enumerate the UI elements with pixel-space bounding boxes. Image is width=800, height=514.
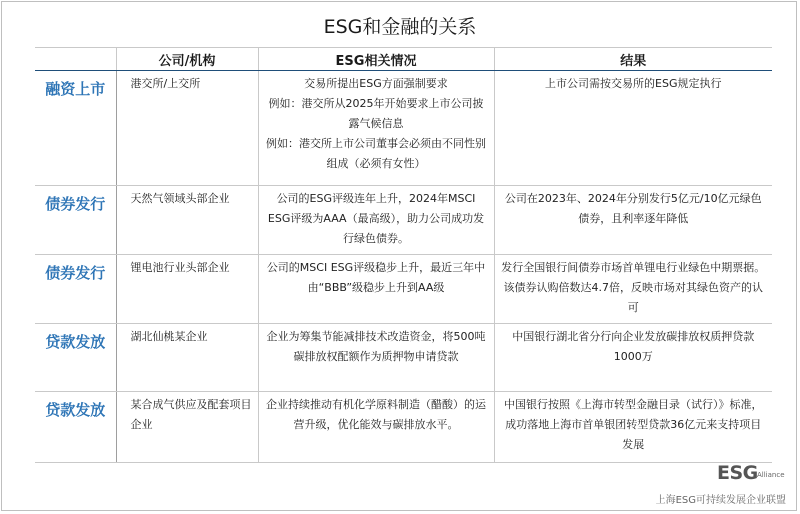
- table-row: [35, 255, 772, 324]
- header-result: 结果: [494, 48, 772, 71]
- header-row: [35, 48, 772, 71]
- row-company: 港交所/上交所: [116, 71, 258, 186]
- esg-line: 交易所提出ESG方面强制要求: [304, 77, 448, 90]
- row-result: 发行全国银行间债券市场首单锂电行业绿色中期票据。该债券认购倍数达4.7倍，反映市场对其绿色资产的认可: [494, 255, 772, 324]
- row-esg: [258, 71, 494, 186]
- esg-line: 例如：港交所上市公司董事会必须由不同性别组成（必须有女性）: [266, 137, 486, 170]
- logo-subtext: Alliance: [757, 471, 785, 479]
- row-result: 公司在2023年、2024年分别发行5亿元/10亿元绿色债券，且利率逐年降低: [494, 186, 772, 255]
- row-company: 湖北仙桃某企业: [116, 324, 258, 392]
- row-result: 中国银行湖北省分行向企业发放碳排放权质押贷款1000万: [494, 324, 772, 392]
- row-company: 天然气领域头部企业: [116, 186, 258, 255]
- esg-line: 例如：港交所从2025年开始要求上市公司披露气候信息: [268, 97, 484, 130]
- table-row: [35, 324, 772, 392]
- row-category: 贷款发放: [35, 392, 116, 463]
- esg-alliance-logo: [717, 462, 787, 488]
- row-esg: 公司的ESG评级连年上升，2024年MSCI ESG评级为AAA（最高级），助力公司成功发行绿色债券。: [258, 186, 494, 255]
- header-category: [35, 48, 116, 71]
- row-result: 上市公司需按交易所的ESG规定执行: [494, 71, 772, 186]
- footer-organization: 上海ESG可持续发展企业联盟: [655, 495, 786, 506]
- table-row: [35, 71, 772, 186]
- row-esg: 企业为筹集节能减排技术改造资金，将500吨碳排放权配额作为质押物申请贷款: [258, 324, 494, 392]
- row-result: 中国银行按照《上海市转型金融目录（试行）》标准，成功落地上海市首单银团转型贷款36亿元来支持项目发展: [494, 392, 772, 463]
- row-company: 锂电池行业头部企业: [116, 255, 258, 324]
- row-category: 债券发行: [35, 186, 116, 255]
- page-title: ESG和金融的关系: [323, 16, 477, 38]
- row-category: 债券发行: [35, 255, 116, 324]
- table-row: [35, 186, 772, 255]
- row-esg: 公司的MSCI ESG评级稳步上升，最近三年中由“BBB”级稳步上升到AA级: [258, 255, 494, 324]
- table-row: [35, 392, 772, 463]
- row-category: 贷款发放: [35, 324, 116, 392]
- header-esg: ESG相关情况: [258, 48, 494, 71]
- row-esg: 企业持续推动有机化学原料制造（醋酸）的运营升级，优化能效与碳排放水平。: [258, 392, 494, 463]
- logo-mark: ESG: [717, 462, 758, 484]
- row-category: 融资上市: [35, 71, 116, 186]
- header-company: 公司/机构: [116, 48, 258, 71]
- esg-table: [35, 47, 772, 463]
- row-company: 某合成气供应及配套项目企业: [116, 392, 258, 463]
